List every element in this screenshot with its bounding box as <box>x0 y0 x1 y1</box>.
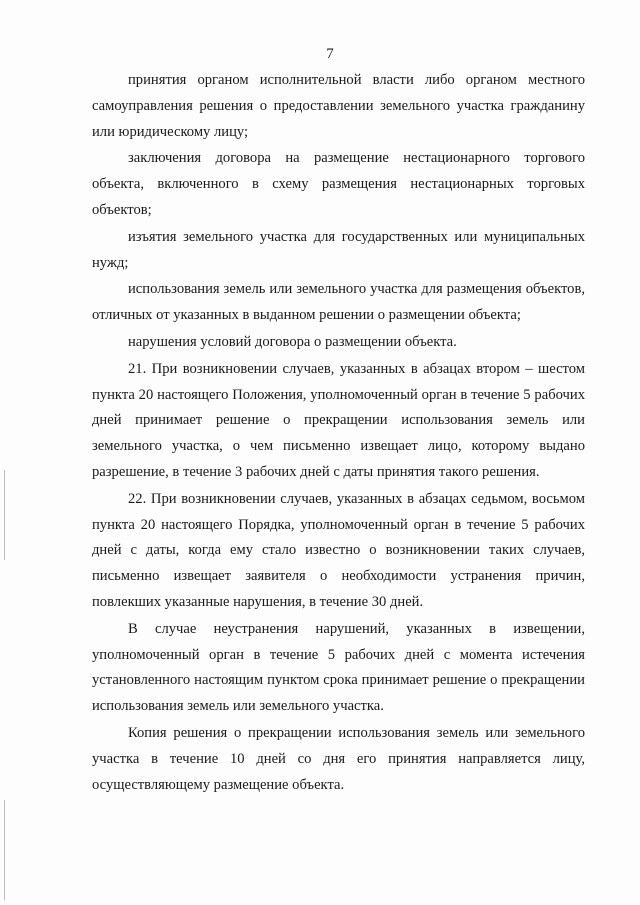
paragraph: нарушения условий договора о размещении объекта. <box>128 333 457 350</box>
paragraph: использования земель или земельного участка для размещения объектов, отличных от указанных в выданном решении о размещении объекта; <box>92 281 585 324</box>
page-number: 7 <box>326 46 334 62</box>
paragraph: изъятия земельного участка для государственных или муниципальных нужд; <box>92 228 585 271</box>
paragraph: Копия решения о прекращении использования земель или земельного участка в течение 10 дней со дня его принятия направляется лицу, осуществляющему размещение объекта. <box>92 724 585 793</box>
paragraph: В случае неустранения нарушений, указанных в извещении, уполномоченный орган в течение 5 рабочих дней с момента истечения установленного настоящим пунктом срока принимает решение о прекращении использования земель или земельного участка. <box>92 620 585 715</box>
paragraph: 22. При возникновении случаев, указанных в абзацах седьмом, восьмом пункта 20 настоящего Порядка, уполномоченный орган в течение 5 рабочих дней с даты, когда ему стало известно о возникновении таких случаев, письменно извещает заявителя о необходимости устранения причин, повлекших указанные нарушения, в течение 30 дней. <box>92 490 585 610</box>
scan-edge-mark <box>4 800 5 900</box>
paragraph: 21. При возникновении случаев, указанных в абзацах втором – шестом пункта 20 настоящего Положения, уполномоченный орган в течение 5 рабочих дней принимает решение о прекращении использования земель или земельного участка, о чем письменно извещает лицо, которому выдано разрешение, в течение 3 рабочих дней с даты принятия такого решения. <box>92 360 585 480</box>
paragraph: заключения договора на размещение нестационарного торгового объекта, включенного в схему размещения нестационарных торговых объектов; <box>92 150 585 218</box>
paragraph: принятия органом исполнительной власти либо органом местного самоуправления решения о предоставлении земельного участка гражданину или юридическому лицу; <box>92 72 585 140</box>
document-body <box>92 68 585 798</box>
scan-edge-mark <box>4 470 5 560</box>
